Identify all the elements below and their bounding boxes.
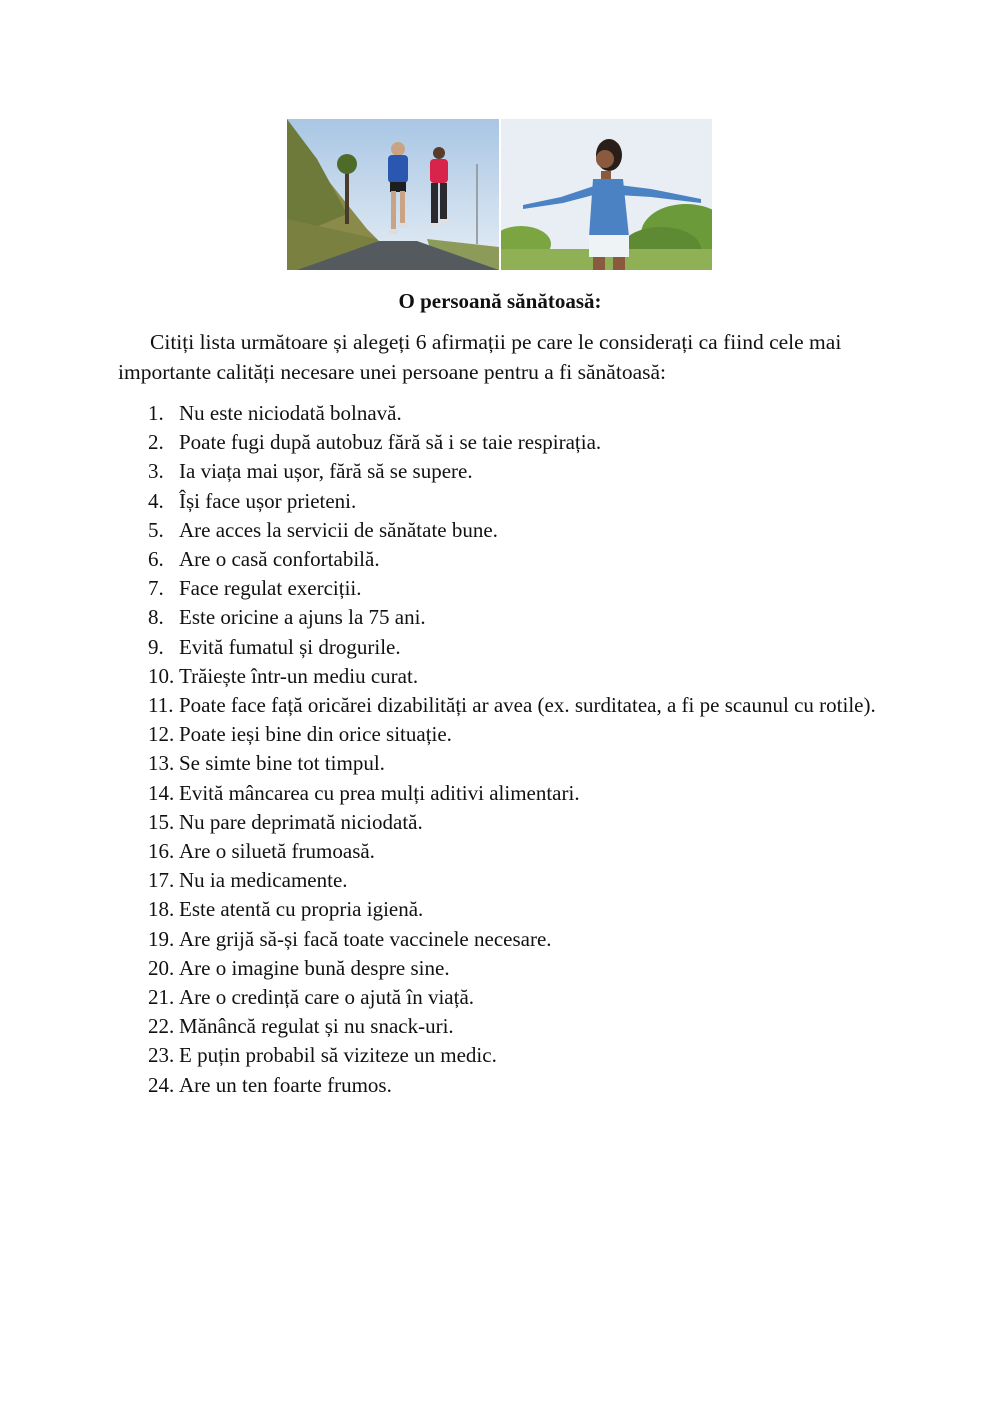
list-item (148, 779, 878, 808)
woman-photo (501, 119, 713, 270)
runners-photo (287, 119, 499, 270)
list-item-number: 24. (148, 1072, 175, 1097)
list-item (148, 428, 878, 457)
list-item (148, 457, 878, 486)
list-item-text: Nu pare deprimată niciodată. (179, 809, 423, 834)
list-item-number: 23. (148, 1043, 175, 1068)
list-item-number: 14. (148, 780, 175, 805)
statement-list (148, 399, 878, 1100)
list-item (148, 662, 878, 691)
list-item (148, 1012, 878, 1041)
list-item-text: Este atentă cu propria igienă. (179, 897, 424, 922)
list-item-text: E puțin probabil să viziteze un medic. (179, 1043, 497, 1068)
list-item (148, 691, 878, 720)
list-item-number: 18. (148, 897, 175, 922)
list-item-number: 3. (148, 459, 164, 484)
list-item-text: Are o imagine bună despre sine. (179, 955, 450, 980)
list-item-number: 12. (148, 722, 175, 747)
list-item-text: Evită mâncarea cu prea mulți aditivi alimentari. (179, 780, 580, 805)
header-photos (287, 119, 712, 270)
list-item-number: 10. (148, 663, 175, 688)
list-item (148, 603, 878, 632)
list-item (148, 1041, 878, 1070)
list-item-number: 17. (148, 868, 175, 893)
list-item-text: Nu este niciodată bolnavă. (179, 401, 402, 425)
list-item (148, 1071, 878, 1100)
list-item-text: Face regulat exerciții. (179, 576, 362, 601)
list-item-text: Are o credință care o ajută în viață. (179, 985, 475, 1010)
list-item (148, 954, 878, 983)
list-item-number: 2. (148, 430, 164, 455)
list-item-number: 8. (148, 605, 164, 630)
list-item (148, 633, 878, 662)
list-item-number: 16. (148, 839, 175, 864)
list-item (148, 837, 878, 866)
list-item (148, 983, 878, 1012)
list-item-text: Mănâncă regulat și nu snack-uri. (179, 1014, 454, 1039)
list-item-number: 5. (148, 517, 164, 542)
list-item (148, 866, 878, 895)
list-item-number: 19. (148, 926, 175, 951)
list-item-number: 22. (148, 1014, 175, 1039)
list-item (148, 925, 878, 954)
list-item-text: Poate face față oricărei dizabilități ar avea (ex. surditatea, a fi pe scaunul cu rotile). (179, 693, 876, 718)
intro-paragraph: Citiți lista următoare și alegeți 6 afirmații pe care le considerați ca fiind cele mai importante calități necesare unei persoane pentru a fi sănătoasă: (118, 330, 842, 384)
list-item (148, 516, 878, 545)
list-item-number: 21. (148, 985, 175, 1010)
list-item-number: 1. (148, 401, 164, 425)
list-item-text: Are un ten foarte frumos. (179, 1072, 392, 1097)
list-item-text: Are grijă să-și facă toate vaccinele necesare. (179, 926, 552, 951)
list-item-number: 15. (148, 809, 175, 834)
list-item-text: Are o casă confortabilă. (179, 547, 380, 572)
list-item-text: Își face ușor prieteni. (179, 488, 357, 513)
list-item-number: 13. (148, 751, 175, 776)
list-item (148, 574, 878, 603)
list-item-number: 20. (148, 955, 175, 980)
list-item (148, 720, 878, 749)
list-item-number: 9. (148, 634, 164, 659)
list-item-text: Este oricine a ajuns la 75 ani. (179, 605, 426, 630)
list-item-number: 6. (148, 547, 164, 572)
page-title: O persoană sănătoasă: (398, 289, 602, 313)
list-item-number: 4. (148, 488, 164, 513)
list-item (148, 749, 878, 778)
list-item-text: Se simte bine tot timpul. (179, 751, 385, 776)
list-item (148, 399, 878, 428)
list-item-text: Evită fumatul și drogurile. (179, 634, 401, 659)
list-item (148, 487, 878, 516)
list-item-text: Are acces la servicii de sănătate bune. (179, 517, 498, 542)
list-item-text: Poate ieși bine din orice situație. (179, 722, 452, 747)
list-item-text: Are o siluetă frumoasă. (179, 839, 375, 864)
list-item (148, 545, 878, 574)
list-item (148, 808, 878, 837)
list-item-text: Poate fugi după autobuz fără să i se taie respirația. (179, 430, 602, 455)
list-item-text: Nu ia medicamente. (179, 868, 348, 893)
list-item-text: Ia viața mai ușor, fără să se supere. (179, 459, 473, 484)
list-item-number: 11. (148, 693, 174, 718)
list-item (148, 895, 878, 924)
list-item-text: Trăiește într-un mediu curat. (179, 663, 419, 688)
list-item-number: 7. (148, 576, 164, 601)
